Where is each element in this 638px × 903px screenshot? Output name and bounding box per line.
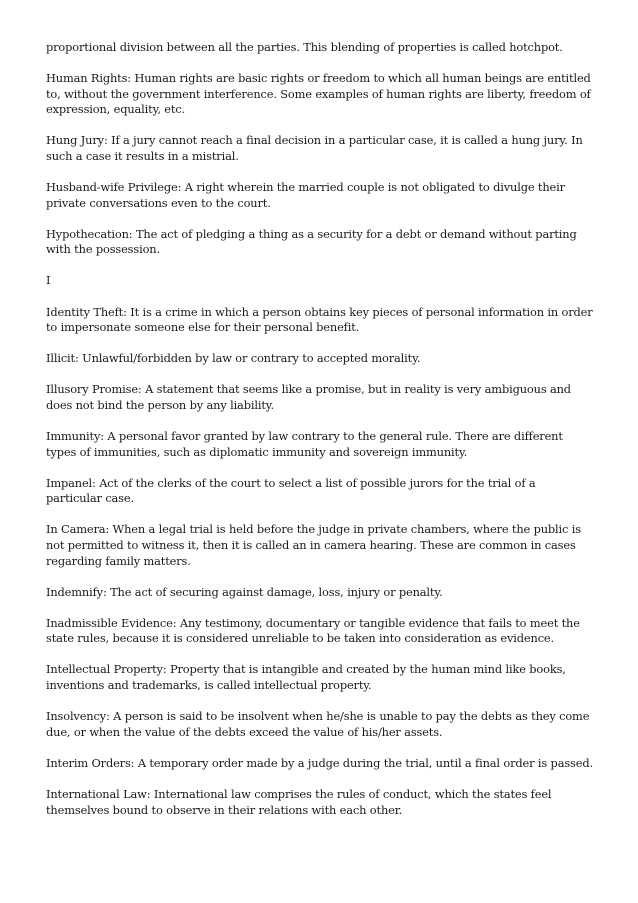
paragraph-impanel: Impanel: Act of the clerks of the court to select a list of possible jurors for the trial of a particular case. <box>46 475 536 506</box>
paragraph-immunity: Immunity: A personal favor granted by law contrary to the general rule. There are different types of immunities, such as diplomatic immunity and sovereign immunity. <box>46 429 563 459</box>
paragraph-human-rights: Human Rights: Human rights are basic rights or freedom to which all human beings are entitled to, without the government interference. Some examples of human rights are liberty, freedom of expression, equality, etc. <box>46 71 591 117</box>
paragraph-hypothecation: Hypothecation: The act of pledging a thing as a security for a debt or demand without parting with the possession. <box>46 226 577 257</box>
paragraph-hung-jury: Hung Jury: If a jury cannot reach a final decision in a particular case, it is called a hung jury. In such a case it results in a mistrial. <box>46 133 583 163</box>
section-letter-heading: I <box>46 273 51 288</box>
paragraph-husband-wife-privilege: Husband-wife Privilege: A right wherein the married couple is not obligated to divulge their private conversations even to the court. <box>46 180 565 210</box>
paragraph-hotchpot-continuation: proportional division between all the parties. This blending of properties is called hotchpot. <box>46 40 563 54</box>
paragraph-interim-orders: Interim Orders: A temporary order made by a judge during the trial, until a final order is passed. <box>46 755 593 770</box>
paragraph-indemnify: Indemnify: The act of securing against damage, loss, injury or penalty. <box>46 584 443 599</box>
document-page <box>46 40 594 834</box>
paragraph-illusory-promise: Illusory Promise: A statement that seems like a promise, but in reality is very ambiguous and does not bind the person by any liability. <box>46 382 571 412</box>
paragraph-intellectual-property: Intellectual Property: Property that is intangible and created by the human mind like books, inventions and trademarks, is called intellectual property. <box>46 662 566 693</box>
paragraph-identity-theft: Identity Theft: It is a crime in which a person obtains key pieces of personal information in order to impersonate someone else for their personal benefit. <box>46 304 593 335</box>
paragraph-illicit: Illicit: Unlawful/forbidden by law or contrary to accepted morality. <box>46 351 421 366</box>
paragraph-inadmissible-evidence: Inadmissible Evidence: Any testimony, documentary or tangible evidence that fails to meet the state rules, because it is considered unreliable to be taken into consideration as evidence. <box>46 615 580 646</box>
paragraph-international-law: International Law: International law comprises the rules of conduct, which the states feel themselves bound to observe in their relations with each other. <box>46 786 552 817</box>
paragraph-insolvency: Insolvency: A person is said to be insolvent when he/she is unable to pay the debts as they come due, or when the value of the debts exceed the value of his/her assets. <box>46 709 590 739</box>
paragraph-in-camera: In Camera: When a legal trial is held before the judge in private chambers, where the public is not permitted to witness it, then it is called an in camera hearing. These are common in cases regarding family matters. <box>46 522 581 568</box>
